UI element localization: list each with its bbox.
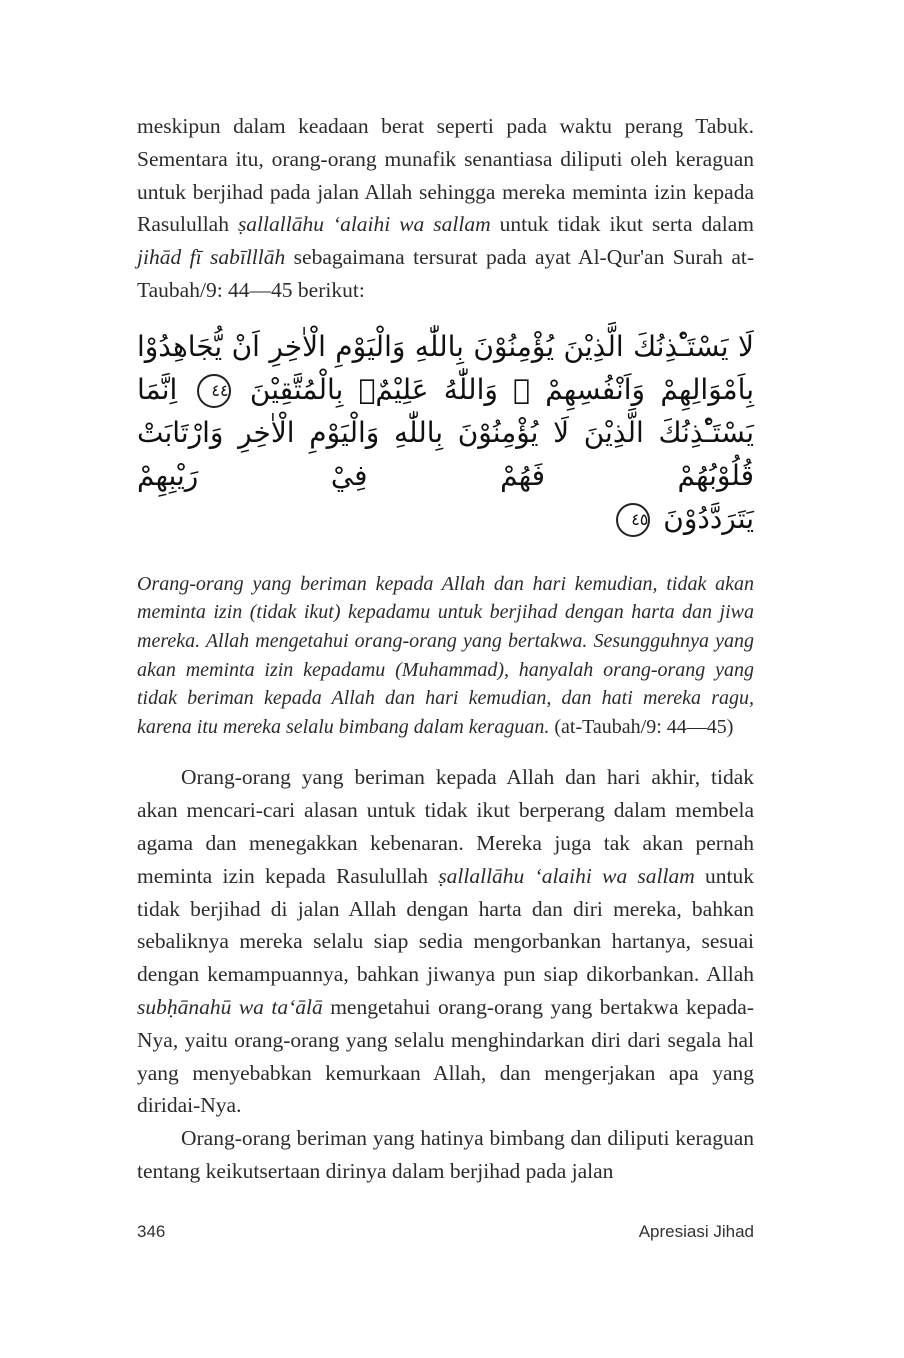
ayah-number-44: ٤٤ bbox=[197, 374, 231, 408]
arabic-verse-45: اِنَّمَا يَسْتَـْٔذِنُكَ الَّذِيْنَ لَا يُؤْمِنُوْنَ بِاللّٰهِ وَالْيَوْمِ الْاٰخِرِ وَارْتَابَتْ قُلُوْبُهُمْ فَهُمْ فِيْ رَيْبِهِمْ bbox=[137, 372, 754, 492]
ayah-number-45: ٤٥ bbox=[616, 503, 650, 537]
page-body bbox=[137, 110, 754, 1188]
book-title: Apresiasi Jihad bbox=[638, 1222, 754, 1241]
page-number: 346 bbox=[137, 1222, 166, 1241]
paragraph-3-text: Orang-orang beriman yang hatinya bimbang dan diliputi keraguan tentang keikutsertaan dirinya dalam berjihad pada jalan bbox=[137, 1126, 754, 1183]
paragraph-2-text-c: mengetahui orang-orang yang bertakwa kepada-Nya, yaitu orang-orang yang selalu menghindarkan diri dari segala hal yang menyebabkan kemurkaan Allah, dan mengerjakan apa yang diridai-Nya. bbox=[137, 994, 754, 1118]
paragraph-1-italic-jihad: jihād fī sabīlllāh bbox=[137, 245, 286, 270]
paragraph-1-text-a: meskipun dalam keadaan berat seperti pada waktu perang Tabuk. Sementara itu, orang-orang munafik senantiasa diliputi oleh keraguan untuk berjihad pada jalan Allah sehingga mereka meminta izin kepada Rasulullah bbox=[137, 114, 754, 237]
paragraph-2-text-b: untuk tidak berjihad di jalan Allah dengan harta dan diri mereka, bahkan sebaliknya mereka selalu siap sedia mengorbankan hartanya, sesuai dengan kemampuannya, bahkan jiwanya pun siap dikorbankan. Allah bbox=[137, 863, 754, 987]
paragraph-3 bbox=[137, 1122, 754, 1188]
paragraph-1 bbox=[137, 110, 754, 307]
arabic-verse-45-final-word: يَتَرَدَّدُوْنَ bbox=[663, 501, 754, 535]
arabic-verse bbox=[137, 325, 754, 540]
arabic-verse-45-end bbox=[137, 497, 754, 540]
paragraph-1-text-b: untuk tidak ikut serta dalam bbox=[490, 212, 754, 237]
paragraph-2 bbox=[137, 761, 754, 1122]
arabic-verse-44: لَا يَسْتَـْٔذِنُكَ الَّذِيْنَ يُؤْمِنُوْنَ بِاللّٰهِ وَالْيَوْمِ الْاٰخِرِ اَنْ يُّجَاهِدُوْا بِاَمْوَالِهِمْ وَاَنْفُسِهِمْ ۗ وَاللّٰهُ عَلِيْمٌۢ بِالْمُتَّقِيْنَ bbox=[137, 329, 754, 406]
paragraph-2-italic-subhanahu: subḥānahū wa ta‘ālā bbox=[137, 994, 323, 1019]
page-footer bbox=[137, 1222, 754, 1242]
paragraph-2-text-a: Orang-orang yang beriman kepada Allah dan hari akhir, tidak akan mencari-cari alasan untuk tidak ikut berperang dalam membela agama dan menegakkan kebenaran. Mereka juga tak akan pernah meminta izin kepada Rasulullah bbox=[137, 765, 754, 888]
paragraph-1-italic-salawat: ṣallallāhu ‘alaihi wa sallam bbox=[237, 212, 491, 237]
translation-text: Orang-orang yang beriman kepada Allah dan hari kemudian, tidak akan meminta izin (tidak ikut) kepadamu untuk berjihad dengan harta dan jiwa mereka. Allah mengetahui orang-orang yang bertakwa. Sesungguhnya yang akan meminta izin kepadamu (Muhammad), hanyalah orang-orang yang tidak beriman kepada Allah dan hari kemudian, dan hati mereka ragu, karena itu mereka selalu bimbang dalam keraguan. bbox=[137, 572, 754, 738]
translation-reference: (at-Taubah/9: 44—45) bbox=[549, 715, 734, 738]
paragraph-2-italic-salawat: ṣallallāhu ‘alaihi wa sallam bbox=[438, 863, 695, 888]
paragraph-1-text-c: sebagaimana tersurat pada ayat Al-Qur'an Surah at-Taubah/9: 44—45 berikut: bbox=[137, 245, 754, 302]
verse-translation bbox=[137, 570, 754, 742]
